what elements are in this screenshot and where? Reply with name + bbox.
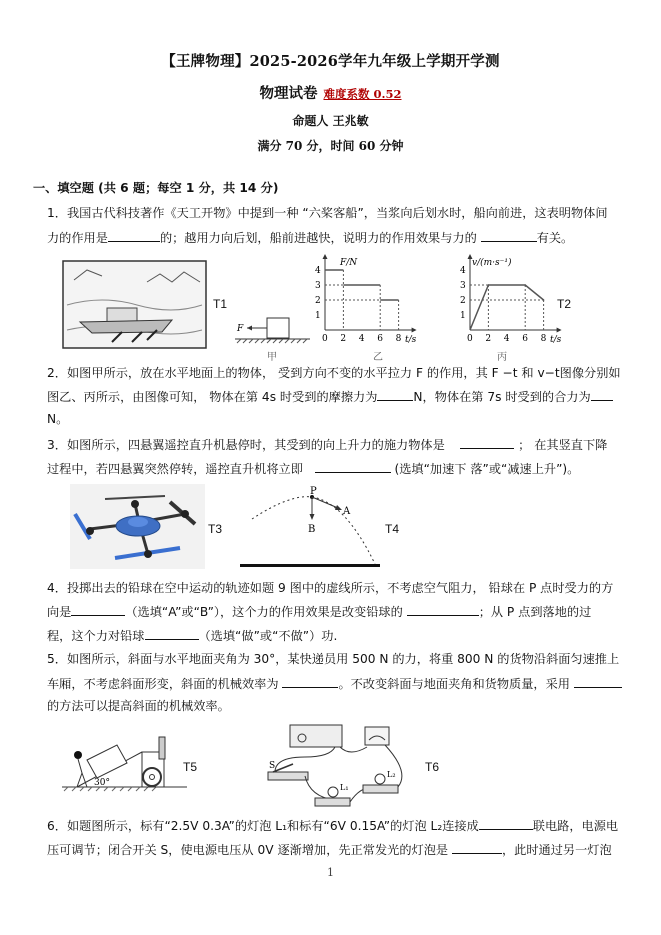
caption-jia: 甲 [267,352,277,363]
q3-text-a: 3．如图所示，四悬翼遥控直升机悬停时，其受到的向上升力的施力物体是 [47,438,445,452]
caption-bing: 丙 [497,352,507,363]
q1-line2 [47,229,573,246]
exam-title: 【王牌物理】2025-2026学年九年级上学期开学测 [161,53,500,70]
yi-y-tick: 1 [315,311,321,321]
q3-line2 [47,460,579,477]
q1-line1: 1．我国古代科技著作《天工开物》中提到一种 “六桨客船”，当浆向后划水时，船向前进，这表明物体间 [47,206,608,220]
q4-line3 [47,627,337,644]
point-a-label: A [343,506,351,517]
v-point [543,299,545,301]
q4-blank-3[interactable] [145,627,199,640]
q2-line1: 2．如图甲所示，放在水平地面上的物体， 受到方向不变的水平拉力 F 的作用，其 F −t 和 v−t图像分别如 [47,366,621,380]
caption-yi: 乙 [373,352,383,363]
score-time-line: 满分 70 分，时间 60 分钟 [257,139,404,153]
q4-text-b: （选填“A”或“B”），这个力的作用效果是改变铅球的 [125,605,403,619]
q3-text-c: 过程中，若四悬翼突然停转，遥控直升机将立即 [47,462,303,476]
v-point [524,284,526,286]
bing-x-tick: 8 [540,334,547,344]
bing-x-tick: 6 [522,334,528,344]
bing-y-tick: 2 [460,296,466,306]
bing-x-tick: 2 [485,334,492,344]
yi-x-tick: 2 [340,334,347,344]
page-number: 1 [327,866,334,879]
q6-line1 [47,817,618,834]
q6-line2 [47,841,612,858]
switch-label: S [269,761,276,771]
fig-label-t2: T2 [557,297,572,311]
fig-label-t5: T5 [183,760,198,774]
yi-y-tick: 4 [315,266,321,276]
q4-line1: 4．投掷出去的铅球在空中运动的轨迹如题 9 图中的虚线所示，不考虑空气阻力， 铅球在 P 点时受力的方 [47,581,614,595]
v-series-line [470,285,544,330]
q4-blank-2[interactable] [407,603,479,616]
q3-blank-1[interactable] [460,436,514,449]
author-line: 命题人 王兆敏 [292,114,369,128]
v-axis-label: v/(m·s⁻¹) [472,258,512,268]
bulb-l2-label: L₂ [387,770,396,779]
q2-blank-1[interactable] [377,388,413,401]
bulb-l1-label: L₁ [340,783,349,792]
q4-text-c: ；从 P 点到落地的过 [478,605,592,619]
bing-y-tick: 4 [460,266,466,276]
q6-blank-1[interactable] [479,817,533,830]
yi-x-tick: 4 [358,334,365,344]
q1-blank-2[interactable] [481,229,537,242]
q6-text-c: 压可调节；闭合开关 S，使电源电压从 0V 逐渐增加，先正常发光的灯泡是 [47,843,449,857]
bing-t-axis-label: t/s [550,335,562,345]
q5-text-b: 。不改变斜面与地面夹角和货物质量，采用 [338,677,570,691]
q3-blank-2[interactable] [315,460,391,473]
q1-text-c: 有关。 [536,231,574,245]
q6-text-d: ，此时通过另一灯泡 [501,843,612,857]
subtitle-text: 物理试卷 [259,85,318,102]
q5-line3: 的方法可以提高斜面的机械效率。 [47,699,230,713]
q5-text-a: 车厢，不考虑斜面形变，斜面的机械效率为 [47,677,279,691]
yi-x-tick: 8 [395,334,402,344]
q4-blank-1[interactable] [71,603,125,616]
yi-x-tick: 6 [377,334,383,344]
q3-line1 [47,436,607,453]
fig-label-t3: T3 [208,522,223,536]
yi-x-tick: 0 [322,334,328,344]
f-axis-label: F/N [340,258,358,268]
exam-subtitle [0,82,661,103]
q2-text-a: 图乙、丙所示，由图像可知， 物体在第 4s 时受到的摩擦力为 [47,390,378,404]
section-heading: 一、填空题 (共 6 题；每空 1 分，共 14 分) [33,181,279,195]
angle-label: 30° [94,778,110,788]
f-t-chart [305,250,430,360]
fig-label-t1: T1 [213,297,228,311]
incline-diagram [62,735,187,795]
yi-t-axis-label: t/s [405,335,417,345]
q5-blank-1[interactable] [282,675,338,688]
trajectory-diagram [240,484,385,569]
q5-line1: 5．如图所示，斜面与水平地面夹角为 30°，某快递员用 500 N 的力，将重 800 N 的货物沿斜面匀速推上 [47,652,620,666]
q6-blank-2[interactable] [452,841,502,854]
yi-y-tick: 2 [315,296,321,306]
q4-text-a: 向是 [47,605,72,619]
q1-blank-1[interactable] [108,229,160,242]
bing-y-tick: 3 [460,281,466,291]
drone-image [70,484,205,569]
yi-x-arrow-icon [412,328,417,333]
q5-line2 [47,675,622,692]
q6-text-a: 6．如题图所示，标有“2.5V 0.3A”的灯泡 L₁和标有“6V 0.15A”的灯泡 L₂连接成 [47,819,479,833]
q6-text-b: 联电路，电源电 [532,819,619,833]
yi-y-tick: 3 [315,281,321,291]
q4-text-e: （选填“做”或“不做”）功. [198,629,338,643]
bing-x-arrow-icon [557,328,562,333]
difficulty-badge: 难度系数 0.52 [323,87,402,101]
q1-text-a: 力的作用是 [47,231,108,245]
point-b-label: B [308,524,316,535]
block-diagram [235,310,310,350]
boat-illustration [62,260,207,350]
q3-text-b: ； 在其竖直下降 [518,438,608,452]
fig-label-t6: T6 [425,760,440,774]
q4-line2 [47,603,591,620]
fig-label-t4: T4 [385,522,400,536]
q2-line2 [47,388,613,405]
force-label: F [237,324,244,334]
q2-blank-2[interactable] [591,388,613,401]
q1-text-b: 的；越用力向后划，船前进越快，说明力的作用效果与力的 [159,231,477,245]
q2-text-b: N，物体在第 7s 时受到的合力为 [413,390,591,404]
q2-line3: N。 [47,412,69,426]
bing-x-tick: 4 [503,334,510,344]
q4-text-d: 程，这个力对铅球 [47,629,145,643]
bing-x-tick: 0 [467,334,473,344]
bing-y-tick: 1 [460,311,466,321]
circuit-diagram [255,722,415,810]
q5-blank-2[interactable] [574,675,622,688]
yi-y-arrow-icon [323,254,328,259]
q3-text-d: (选填“加速下 落”或“减速上升”)。 [394,462,580,476]
point-p-label: P [310,486,317,497]
